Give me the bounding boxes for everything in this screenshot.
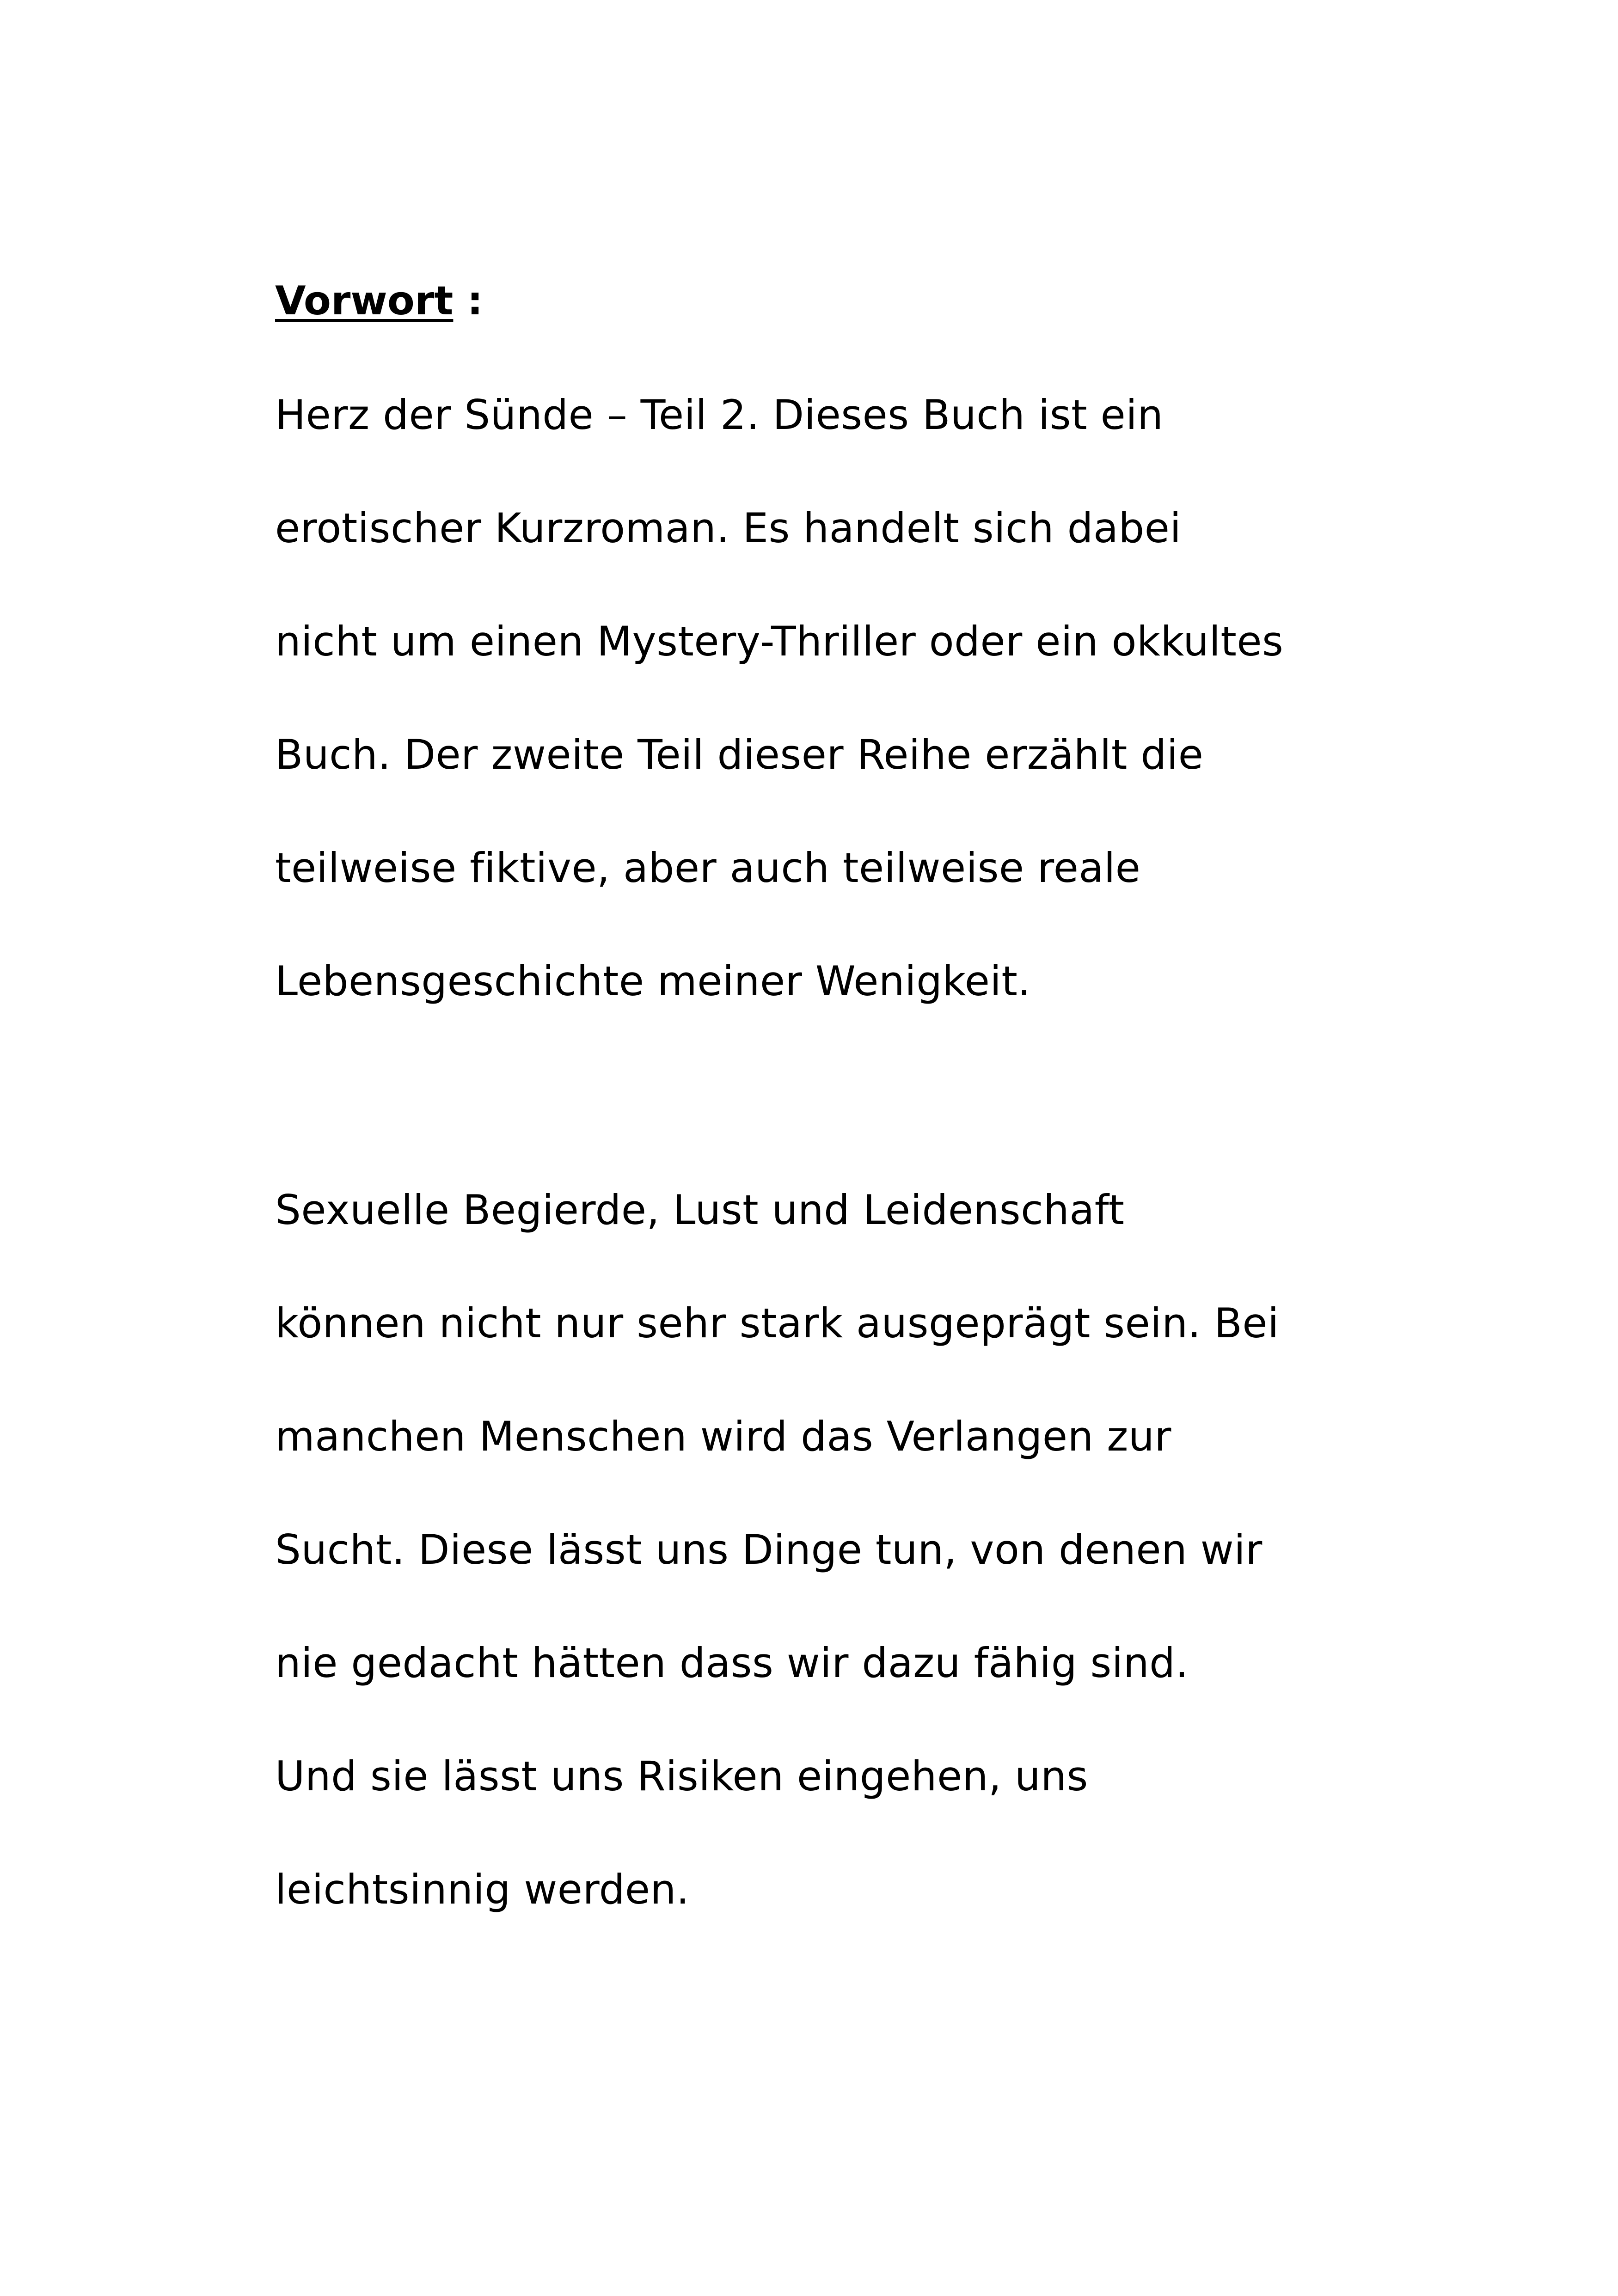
heading-title: Vorwort xyxy=(275,278,454,324)
text-line: Herz der Sünde – Teil 2. Dieses Buch ist ein xyxy=(275,391,1164,439)
text-line: Sucht. Diese lässt uns Dinge tun, von denen wir xyxy=(275,1526,1263,1574)
text-line: können nicht nur sehr stark ausgeprägt sein. Bei xyxy=(275,1299,1279,1347)
text-line: teilweise fiktive, aber auch teilweise reale xyxy=(275,844,1141,892)
heading-colon: : xyxy=(453,278,483,324)
text-line: Sexuelle Begierde, Lust und Leidenschaft xyxy=(275,1186,1125,1234)
text-line: nicht um einen Mystery-Thriller oder ein okkultes xyxy=(275,618,1284,665)
heading xyxy=(275,277,483,325)
text-line: manchen Menschen wird das Verlangen zur xyxy=(275,1413,1171,1460)
text-line: Lebensgeschichte meiner Wenigkeit. xyxy=(275,957,1031,1005)
text-line: nie gedacht hätten dass wir dazu fähig sind. xyxy=(275,1639,1189,1687)
text-line: Und sie lässt uns Risiken eingehen, uns xyxy=(275,1752,1088,1800)
text-line: Buch. Der zweite Teil dieser Reihe erzählt die xyxy=(275,731,1204,778)
text-line: leichtsinnig werden. xyxy=(275,1866,690,1913)
text-line: erotischer Kurzroman. Es handelt sich dabei xyxy=(275,504,1182,552)
